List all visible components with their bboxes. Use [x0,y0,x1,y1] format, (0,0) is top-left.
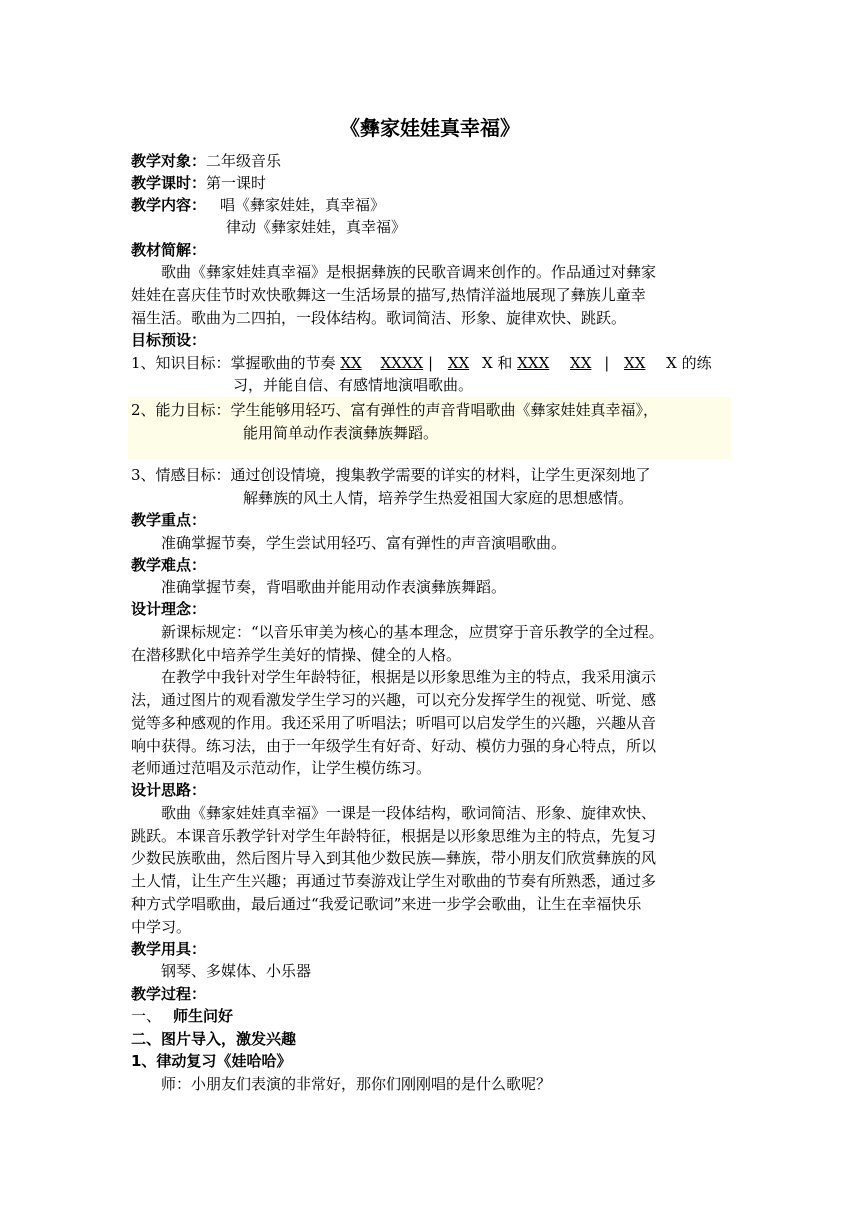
tools-text: 钢琴、多媒体、小乐器 [161,962,312,980]
rhythm-bar-2: | [604,354,610,372]
rhythm-4: X [481,354,493,372]
knowledge-goal-line2: 习，并能自信、有感情地演唱歌曲。 [233,376,474,394]
material-heading: 教材简解： [131,241,207,259]
teaching-content-line2: 律动《彝家娃娃，真幸福》 [226,218,407,236]
concept-line-5: 觉等多种感观的作用。我还采用了听唱法；听唱可以启发学生的兴趣，兴趣从音 [131,714,657,732]
emotion-goal-line1: 3、情感目标：通过创设情境，搜集教学需要的详实的材料，让学生更深刻地了 [131,466,651,484]
process-heading: 教学过程： [131,985,207,1003]
concept-line-7: 老师通过范唱及示范动作，让学生模仿练习。 [131,759,432,777]
thinking-line-3: 少数民族歌曲，然后图片导入到其他少数民族—彝族，带小朋友们欣赏彝族的风 [131,849,657,867]
ability-goal-line1: 2、能力目标：学生能够用轻巧、富有弹性的声音背唱歌曲《彝家娃娃真幸福》， [131,401,659,419]
material-line-3: 福生活。歌曲为二四拍，一段体结构。歌词简洁、形象、旋律欢快、跳跃。 [131,309,627,327]
teaching-period-label: 教学课时： [131,174,207,192]
teaching-content-row [131,194,385,216]
rhythm-bar-1: | [427,354,434,372]
rhythm-and: 和 [497,354,513,372]
teaching-object-value: 二年级音乐 [206,152,282,170]
teaching-period-value: 第一课时 [206,174,267,192]
rhythm-6: XX [570,354,592,372]
thinking-line-1: 歌曲《彝家娃娃真幸福》一课是一段体结构，歌词简洁、形象、旋律欢快、 [161,804,657,822]
thinking-line-2: 跳跃。本课音乐教学针对学生年龄特征，根据是以形象思维为主的特点，先复习 [131,827,657,845]
concept-line-6: 响中获得。练习法，由于一年级学生有好奇、好动、模仿力强的身心特点，所以 [131,737,657,755]
rhythm-7: XX [624,354,646,372]
concept-line-2: 在潜移默化中培养学生美好的情操、健全的人格。 [131,646,462,664]
key-point-text: 准确掌握节奏，学生尝试用轻巧、富有弹性的声音演唱歌曲。 [161,534,567,552]
teaching-content-label: 教学内容： [131,196,207,214]
rhythm-2: XXXX [380,354,424,372]
knowledge-goal-prefix: 1、知识目标：掌握歌曲的节奏 [131,354,336,372]
goals-heading: 目标预设： [131,331,207,349]
teaching-period-row [131,172,266,194]
process-step-1-text: 师生问好 [173,1007,234,1025]
teaching-content-line1: 唱《彝家娃娃，真幸福》 [220,196,386,214]
material-line-1: 歌曲《彝家娃娃真幸福》是根据彝族的民歌音调来创作的。作品通过对彝家 [161,263,657,281]
thinking-heading: 设计思路： [131,781,207,799]
thinking-line-4: 土人情，让生产生兴趣；再通过节奏游戏让学生对歌曲的节奏有所熟悉，通过多 [131,872,657,890]
process-step-1 [131,1005,233,1027]
process-dialog: 师：小朋友们表演的非常好，那你们刚刚唱的是什么歌呢？ [161,1075,552,1093]
thinking-line-6: 中学习。 [131,918,192,936]
knowledge-goal-suffix: 的练 [681,354,712,372]
rhythm-5: XXX [517,354,550,372]
rhythm-1: XX [340,354,362,372]
concept-line-3: 在教学中我针对学生年龄特征，根据是以形象思维为主的特点，我采用演示 [161,668,657,686]
thinking-line-5: 种方式学唱歌曲，最后通过“我爱记歌词”来进一步学会歌曲，让生在幸福快乐 [131,895,642,913]
process-step-2: 二、图片导入，激发兴趣 [131,1030,297,1048]
concept-heading: 设计理念： [131,600,207,618]
material-line-2: 娃娃在喜庆佳节时欢快歌舞这一生活场景的描写,热情洋溢地展现了彝族儿童幸 [131,286,646,304]
teaching-object-label: 教学对象： [131,152,207,170]
rhythm-3: XX [447,354,470,372]
rhythm-8: X [666,354,677,372]
knowledge-goal-line1 [131,352,712,374]
difficulty-heading: 教学难点： [131,556,207,574]
emotion-goal-line2: 解彝族的风土人情，培养学生热爱祖国大家庭的思想感情。 [243,489,634,507]
difficulty-text: 准确掌握节奏，背唱歌曲并能用动作表演彝族舞蹈。 [161,578,507,596]
document-title: 《彝家娃娃真幸福》 [340,116,520,140]
tools-heading: 教学用具： [131,940,207,958]
teaching-object-row [131,150,281,172]
ability-goal-line2: 能用简单动作表演彝族舞蹈。 [243,424,439,442]
process-step-1-number: 一、 [131,1007,162,1025]
concept-line-1: 新课标规定：“以音乐审美为核心的基本理念，应贯穿于音乐教学的全过程。 [161,623,664,641]
process-substep-1: 1、律动复习《娃哈哈》 [131,1052,292,1070]
key-point-heading: 教学重点： [131,511,207,529]
concept-line-4: 法，通过图片的观看激发学生学习的兴趣，可以充分发挥学生的视觉、听觉、感 [131,691,657,709]
